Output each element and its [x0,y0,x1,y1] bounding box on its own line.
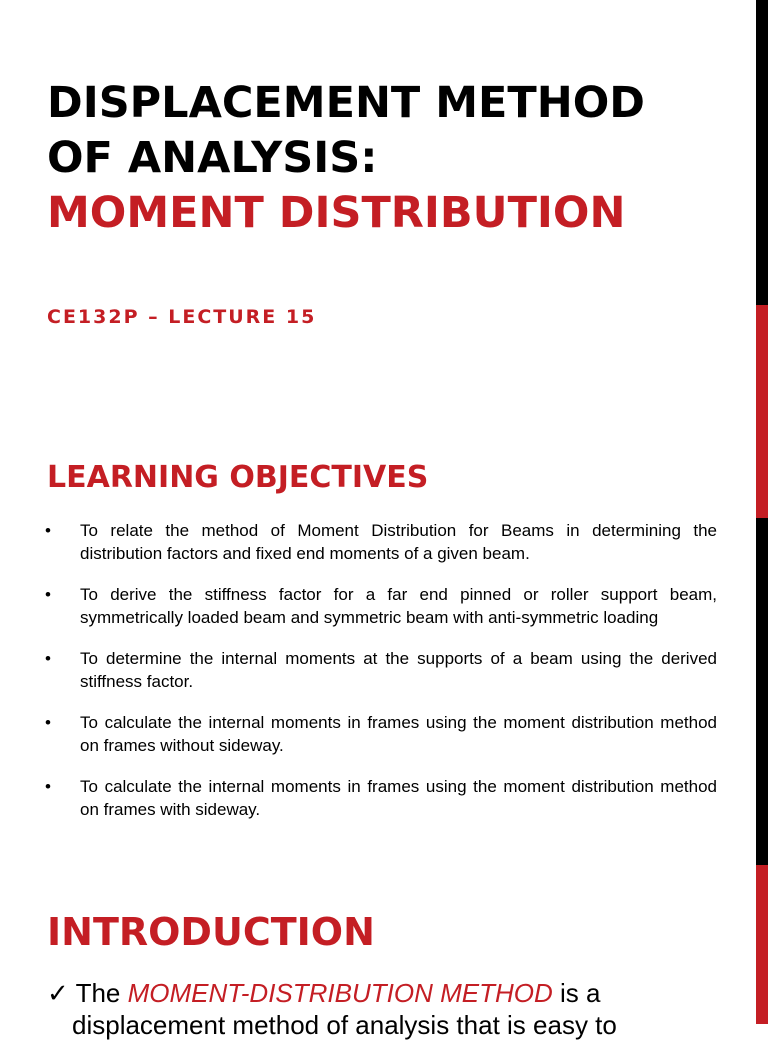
lecture-subtitle: CE132P – LECTURE 15 [47,306,317,328]
side-bar-red-segment-2 [756,865,768,1024]
objective-text: To calculate the internal moments in frames using the moment distribution method on frames with sideway. [80,777,717,819]
objective-text: To determine the internal moments at the supports of a beam using the derived stiffness factor. [80,649,717,691]
bullet-icon: • [45,713,51,732]
title-line-2: OF ANALYSIS: [47,133,378,183]
bullet-icon: • [45,521,51,540]
objective-item [45,519,717,565]
check-icon: ✓ [47,978,69,1008]
bullet-icon: • [45,585,51,604]
objective-item [45,775,717,821]
learning-objectives-heading: LEARNING OBJECTIVES [47,460,429,495]
objective-item [45,711,717,757]
objective-item [45,583,717,629]
introduction-first-line [47,978,600,1009]
title-line-3: MOMENT DISTRIBUTION [47,188,626,238]
objective-text: To derive the stiffness factor for a far end pinned or roller support beam, symmetrically loaded beam and symmetric beam with anti-symmetric loading [80,585,717,627]
intro-emphasis: MOMENT-DISTRIBUTION METHOD [127,978,553,1008]
intro-text-after: is a [559,978,601,1008]
introduction-heading: INTRODUCTION [47,910,375,954]
intro-text-before: The [75,978,121,1008]
bullet-icon: • [45,777,51,796]
objective-text: To calculate the internal moments in frames using the moment distribution method on frames without sideway. [80,713,717,755]
objective-item [45,647,717,693]
objective-text: To relate the method of Moment Distribution for Beams in determining the distribution factors and fixed end moments of a given beam. [80,521,717,563]
introduction-second-line: displacement method of analysis that is easy to [72,1010,617,1040]
right-side-bar [756,0,768,1024]
title-line-1: DISPLACEMENT METHOD [47,78,645,128]
bullet-icon: • [45,649,51,668]
objectives-list [45,519,717,839]
title-block [47,76,737,241]
side-bar-red-segment-1 [756,305,768,518]
